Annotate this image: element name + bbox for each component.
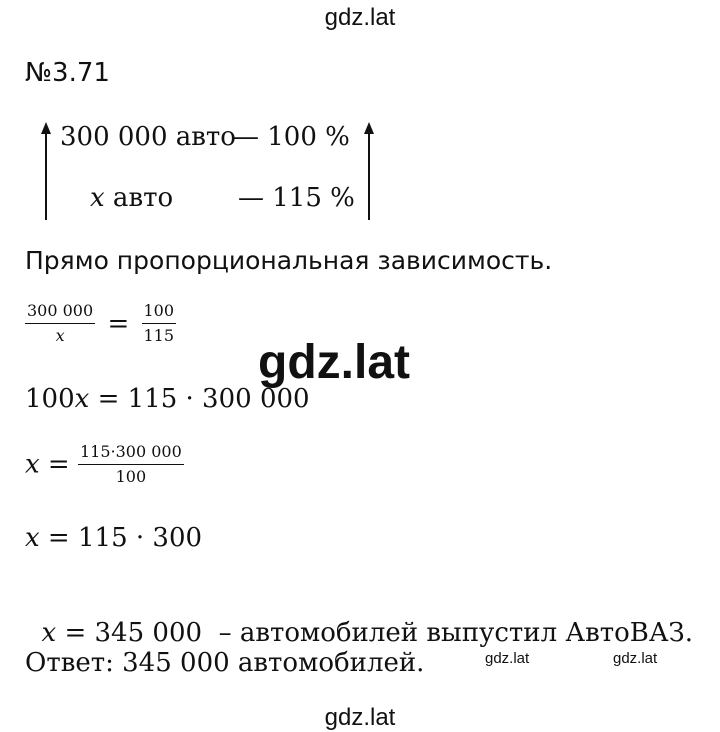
watermark-top: gdz.lat [324, 4, 396, 31]
answer-text: Ответ: 345 000 автомобилей. [25, 648, 425, 678]
proportion-row-1-right: — 100 % [233, 122, 350, 152]
equation-4 [25, 523, 202, 553]
fraction-right-numerator: 100 [142, 302, 177, 324]
coefficient: 100 [25, 384, 75, 414]
fraction-left-denominator: x [55, 326, 65, 345]
proportion-row-2-right: — 115 % [238, 183, 355, 213]
fraction-left-numerator: 300 000 [25, 302, 95, 324]
problem-number: №3.71 [25, 58, 110, 88]
proportion-row-2-left: авто [104, 183, 174, 213]
fraction-left [25, 302, 95, 345]
variable-x: x [41, 618, 57, 648]
variable-x: x [25, 523, 40, 553]
equation-3 [25, 443, 184, 486]
equation-proportion [25, 302, 176, 345]
fraction-right [142, 302, 177, 345]
equation-5 [25, 588, 693, 648]
fraction-solution-numerator: 115·300 000 [78, 443, 184, 465]
equals-sign: = [39, 449, 78, 480]
watermark-bottom: gdz.lat [324, 704, 396, 731]
equation-2-rest: = 115 · 300 000 [89, 384, 310, 414]
fraction-solution-denominator: 100 [115, 467, 147, 486]
fraction-right-denominator: 115 [143, 326, 175, 345]
left-up-arrow-icon [41, 122, 51, 220]
watermark-small-1: gdz.lat [485, 650, 530, 667]
equals-sign: = [107, 308, 130, 339]
proportion-row-2 [90, 183, 173, 213]
watermark-small-2: gdz.lat [613, 650, 658, 667]
equation-4-rest: = 115 · 300 [39, 523, 203, 553]
watermark-middle: gdz.lat [258, 336, 410, 389]
relation-text: Прямо пропорциональная зависимость. [25, 246, 553, 275]
variable-x: x [25, 449, 40, 480]
equation-5-rest: = 345 000 – автомобилей выпустил АвтоВАЗ. [56, 618, 693, 648]
right-up-arrow-icon [364, 122, 374, 220]
fraction-solution [78, 443, 184, 486]
variable-x: x [90, 183, 105, 213]
proportion-row-1-left: 300 000 авто [60, 122, 236, 152]
equation-2 [25, 384, 310, 414]
variable-x: x [74, 384, 90, 414]
